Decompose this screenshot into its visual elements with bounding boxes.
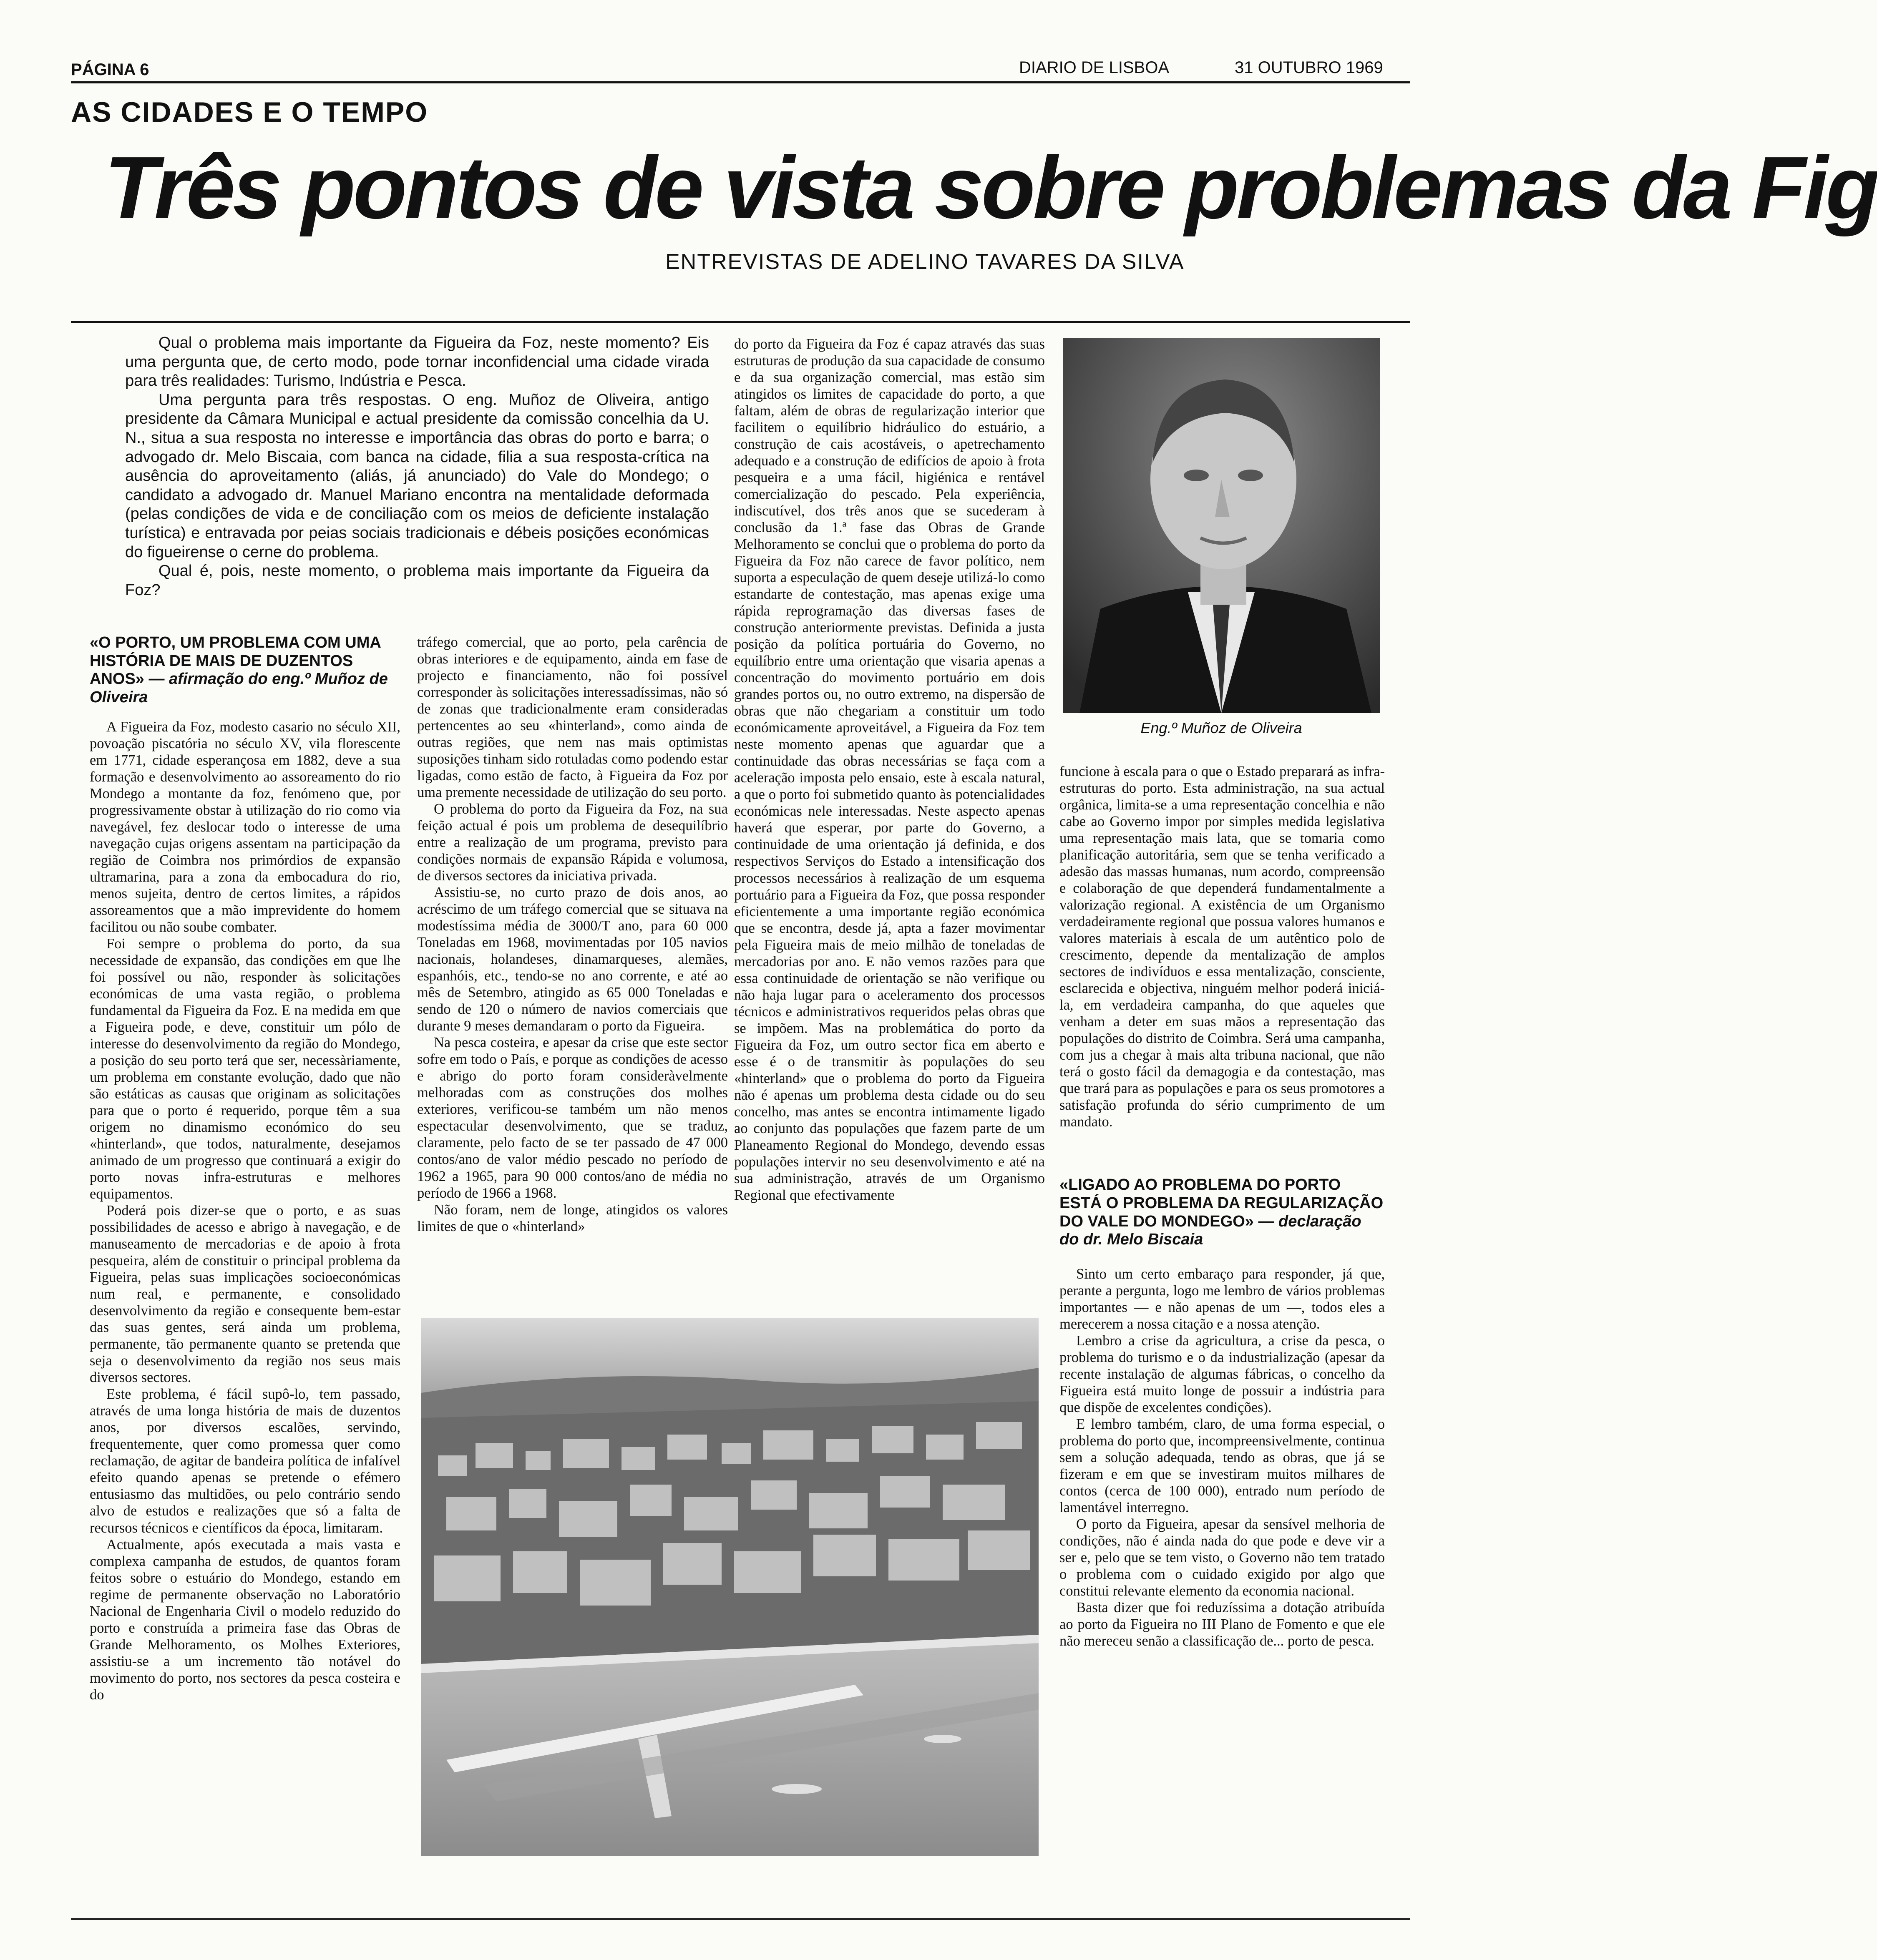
portrait-image xyxy=(1063,338,1380,713)
article-column-1 xyxy=(90,634,400,1860)
body-paragraph: Basta dizer que foi reduzíssima a dotação atribuída ao porto da Figueira no III Plano de Fomento e que ele não mereceu senão a classificação de... porto de pesca. xyxy=(1059,1600,1385,1649)
intro-paragraph: Qual é, pois, neste momento, o problema mais importante da Figueira da Foz? xyxy=(125,562,709,599)
portrait-caption: Eng.º Muñoz de Oliveira xyxy=(1140,719,1302,736)
article-column-4 xyxy=(1059,763,1385,1860)
headline: Três pontos de vista sobre problemas da Fig xyxy=(104,138,1877,237)
body-paragraph: Não foram, nem de longe, atingidos os valores limites de que o «hinterland» xyxy=(417,1201,728,1234)
body-paragraph: funcione à escala para o que o Estado preparará as infra-estruturas do porto. Esta administração, na sua actual orgânica, limita-se a uma representação concelhia e não cabe ao Governo impor por simples medida legislativa uma representação mais lata, que se tomaria como planificação autoritária, sem que se tenha verificado a adesão das massas humanas, num acordo, compreensão e colaboração de que dependerá fundamentalmente a valorização regional. A existência de um Organismo verdadeiramente regional que possua valores humanos e valores materiais à escala de um autêntico polo de crescimento, depende da mentalização de amplos sectores de indivíduos e essa mentalização, consciente, esclarecida e objectiva, ninguém melhor poderá iniciá-la, em verdadeira campanha, do que aqueles que venham a deter em suas mãos a representação das populações do distrito de Coimbra. Será uma campanha, com jus a chegar à mais alta tribuna nacional, que não terá o gosto fácil da demagogia e da contestação, mas que trará para as populações e para os seus promotores a satisfação profunda do sério cumprimento de um mandato. xyxy=(1059,764,1385,1130)
headline-rule xyxy=(71,321,1410,323)
body-paragraph: E lembro também, claro, de uma forma especial, o problema do porto que, incompreensivelmente, continua sem a solução adequada, tendo as obras, que já se fizeram e em que se investiram muitos milhares de contos (cerca de 100 000), entrado num período de lamentável interregno. xyxy=(1059,1416,1385,1516)
subhead-attribution: declaração do dr. Melo Biscaia xyxy=(1059,1212,1361,1249)
portrait-photo xyxy=(1063,338,1380,713)
intro-text xyxy=(125,334,709,599)
footer-rule xyxy=(71,1918,1410,1920)
body-paragraph: O problema do porto da Figueira da Foz, na sua feição actual é pois um problema de desequilíbrio entre a realização de um programa, previsto para condições normais de expansão Rápida e volumosa, de diversos sectores da iniciativa privada. xyxy=(417,801,728,884)
intro-paragraph: Qual o problema mais importante da Figueira da Foz, neste momento? Eis uma pergunta que, de certo modo, pode tornar inconfidencial uma cidade virada para três realidades: Turismo, Indústria e Pesca. xyxy=(125,334,709,390)
body-paragraph: Lembro a crise da agricultura, a crise da pesca, o problema do turismo e o da industrialização (apesar da recente instalação de algumas fábricas, o concelho da Figueira está muito longe de possuir a indústria para que dispõe de excelentes condições). xyxy=(1059,1333,1385,1416)
city-aerial-photo xyxy=(421,1318,1039,1856)
body-paragraph: Poderá pois dizer-se que o porto, e as suas possibilidades de acesso e abrigo à navegação, e de manuseamento de mercadorias e de apoio à frota pesqueira, além de constituir o principal problema da Figueira, pelas suas implicações socioeconómicas num real, e permanente, e consolidado desenvolvimento da região e consequente bem-estar das suas gentes, será ainda um problema, permanente, tão permanente quanto se pretenda que seja o desenvolvimento da região nos seus mais diversos sectores. xyxy=(90,1203,400,1386)
article-subhead xyxy=(1059,1176,1385,1249)
body-paragraph: Na pesca costeira, e apesar da crise que este sector sofre em todo o País, e porque as condições de acesso e abrigo do porto foram consideràvelmente melhoradas com as construções dos molhes exteriores, verificou-se também um não menos espectacular desenvolvimento, que se traduz, claramente, pelo facto de se ter passado de 47 000 contos/ano de valor médio pescado no período de 1962 a 1965, para 90 000 contos/ano de média no período de 1966 a 1968. xyxy=(417,1035,728,1201)
header-date: 31 OUTUBRO 1969 xyxy=(1235,58,1383,77)
intro-paragraph: Uma pergunta para três respostas. O eng. Muñoz de Oliveira, antigo presidente da Câmara Municipal e actual presidente da comissão concelhia da U. N., situa a sua resposta no interesse e importância das obras do porto e barra; o advogado dr. Melo Biscaia, com banca na cidade, filia a sua resposta-crítica na ausência do aproveitamento (aliás, já anunciado) do Vale do Mondego; o candidato a advogado dr. Manuel Mariano encontra na mentalidade deformada (pelas condições de vida e de conciliação com os meios de deficiente instalação turística) e entravada por peias sociais tradicionais e débeis posições económicas do figueirense o cerne do problema. xyxy=(125,391,709,561)
article-column-3 xyxy=(734,336,1045,1305)
subhead-attribution: afirmação do eng.º Muñoz de Oliveira xyxy=(90,670,388,706)
body-paragraph: Foi sempre o problema do porto, da sua necessidade de expansão, das condições em que lhe foi possível ou não, responder às solicitações económicas de uma vasta região, o problema fundamental da Figueira da Foz. E na medida em que a Figueira pode, e deve, constituir um pólo de interesse do desenvolvimento da região do Mondego, a posição do seu porto terá que ser, necessàriamente, um problema em constante evolução, dado que não são estáticas as causas que originam as solicitações para que o porto é requerido, porque têm a sua origem no dinamismo económico do seu «hinterland», que todos, naturalmente, desejamos animado de um progresso que continuará a exigir do porto novas infra-estruturas e melhores equipamentos. xyxy=(90,935,400,1202)
header-rule xyxy=(71,81,1410,83)
article-column-2 xyxy=(417,634,728,1305)
byline: ENTREVISTAS DE ADELINO TAVARES DA SILVA xyxy=(665,250,1185,274)
subhead-text: «LIGADO AO PROBLEMA DO PORTO ESTÁ O PROBLEMA DA REGULARIZAÇÃO DO VALE DO MONDEGO» — xyxy=(1059,1176,1384,1230)
body-paragraph: Actualmente, após executada a mais vasta e complexa campanha de estudos, de quantos foram feitos sobre o estuário do Mondego, estando em regime de permanente observação no Laboratório Nacional de Engenharia Civil o modelo reduzido do porto e construída a primeira fase das Obras de Grande Melhoramento, os Molhes Exteriores, assistiu-se a um incremento tão notável do movimento do porto, nos sectores da pesca costeira e do xyxy=(90,1536,400,1703)
body-paragraph: tráfego comercial, que ao porto, pela carência de obras interiores e de equipamento, ainda em fase de projecto e financiamento, não foi possível corresponder às solicitações interessadíssimas, não só de zonas que tradicionalmente eram consideradas pertencentes ao seu «hinterland», como ainda de outras regiões, que nem nas mais optimistas suposições tinham sido rotuladas como podendo estar ligadas, como estão de facto, à Figueira da Foz por uma premente necessidade de utilização do seu porto. xyxy=(417,634,728,801)
body-paragraph: Assistiu-se, no curto prazo de dois anos, ao acréscimo de um tráfego comercial que se situava na modestíssima média de 3000/T ano, para 60 000 Toneladas em 1968, movimentadas por 105 navios nacionais, holandeses, dinamarqueses, alemães, espanhóis, etc., tendo-se no ano corrente, e até ao mês de Setembro, atingido as 65 000 Toneladas e sendo de 120 o número de navios comerciais que durante 9 meses demandaram o porto da Figueira. xyxy=(417,885,728,1034)
newspaper-name: DIARIO DE LISBOA xyxy=(1019,58,1170,77)
page-number: PÁGINA 6 xyxy=(71,60,149,79)
body-paragraph: O porto da Figueira, apesar da sensível melhoria de condições, não é ainda nada do que pode e deve vir a ser e, pelo que se tem visto, o Governo não tem tratado o problema com o cuidado exigido por algo que constitui relevante elemento da economia nacional. xyxy=(1059,1516,1385,1599)
body-paragraph: do porto da Figueira da Foz é capaz através das suas estruturas de produção da sua capacidade de consumo e da sua organização comercial, mas estão sim atingidos os limites de capacidade do porto, a que faltam, além de obras de regularização interior que facilitem o equilíbrio hidráulico do estuário, a construção de cais acostáveis, o apetrechamento adequado e a construção de edifícios de apoio à frota pesqueira e a uma fácil, higiénica e rentável comercialização do pescado. Pela experiência, indiscutível, dos três anos que se sucederam à conclusão da 1.ª fase das Obras de Grande Melhoramento se conclui que o problema do porto da Figueira da Foz não carece de favor político, nem suporta a especulação de quem deseje utilizá-lo como estandarte de contestação, mas apenas exige uma rápida reprogramação das diversas fases de construção anteriormente previstas. Definida a justa posição da política portuária do Governo, no equilíbrio entre uma orientação que visaria apenas a concentração do movimento portuário em dois grandes portos ou, no outro extremo, na dispersão de obras que não chegariam a constituir um todo económicamente aproveitável, a Figueira da Foz tem neste momento apenas que aguardar que a continuidade das obras necessárias se faça com a aceleração imposta pelo ensaio, este à escala natural, a que o porto foi submetido quanto às potencialidades económicas nele interessadas. Neste aspecto apenas haverá que esperar, por parte do Governo, a continuidade de uma orientação já definida, e dos respectivos Serviços do Estado a intensificação dos processos necessários à realização de um esquema portuário para a Figueira da Foz, que possa responder eficientemente a uma importante região económica que se encontra, desde já, apta a fazer movimentar pela Figueira mais de meio milhão de toneladas de mercadorias por ano. E não vemos razões para que essa continuidade de orientação se não verifique ou não haja lugar para o aceleramento dos processos técnicos e administrativos requeridos pelas obras que se impõem. Mas na problemática do porto da Figueira da Foz, um outro sector fica em aberto e esse é o de transmitir às populações do seu «hinterland» que o problema do porto da Figueira não é apenas um problema desta cidade ou do seu concelho, mas antes se encontra intimamente ligado ao conjunto das populações que fazem parte de um Planeamento Regional do Mondego, devendo essas populações intervir no seu desenvolvimento e até na sua administração, através de um Organismo Regional que efectivamente xyxy=(734,336,1045,1203)
article-subhead xyxy=(90,634,400,707)
body-paragraph: Este problema, é fácil supô-lo, tem passado, através de uma longa história de mais de duzentos anos, por diversos escalões, servindo, frequentemente, quer como promessa quer como reclamação, de agitar de bandeira política de infalível efeito quando apenas se pretende o efémero entusiasmo das multidões, ou pelo contrário sendo alvo de estudos e realizações que só a falta de recursos técnicos e científicos da época, limitaram. xyxy=(90,1386,400,1536)
subhead-text: «O PORTO, UM PROBLEMA COM UMA HISTÓRIA DE MAIS DE DUZENTOS ANOS» — xyxy=(90,634,381,688)
section-title: AS CIDADES E O TEMPO xyxy=(71,96,428,128)
city-aerial-image xyxy=(421,1318,1039,1856)
body-paragraph: Sinto um certo embaraço para responder, já que, perante a pergunta, logo me lembro de vários problemas importantes — e não apenas de um —, todos eles a merecerem a nossa citação e a nossa atenção. xyxy=(1059,1266,1385,1332)
body-paragraph: A Figueira da Foz, modesto casario no século XII, povoação piscatória no século XV, vila florescente em 1771, cidade esperançosa em 1882, deve a sua formação e desenvolvimento ao assoreamento do rio Mondego a montante da foz, fenómeno que, por progressivamente obstar à utilização do rio como via navegável, fez deslocar todo o interesse de uma navegação cujas origens assentam na participação da região de Coimbra nos primórdios de expansão ultramarina, para a zona da embocadura do rio, menos sujeita, dentro de certos limites, a rápidos assoreamentos que a mão imprevidente do homem facilitou ou não soube combater. xyxy=(90,719,400,935)
